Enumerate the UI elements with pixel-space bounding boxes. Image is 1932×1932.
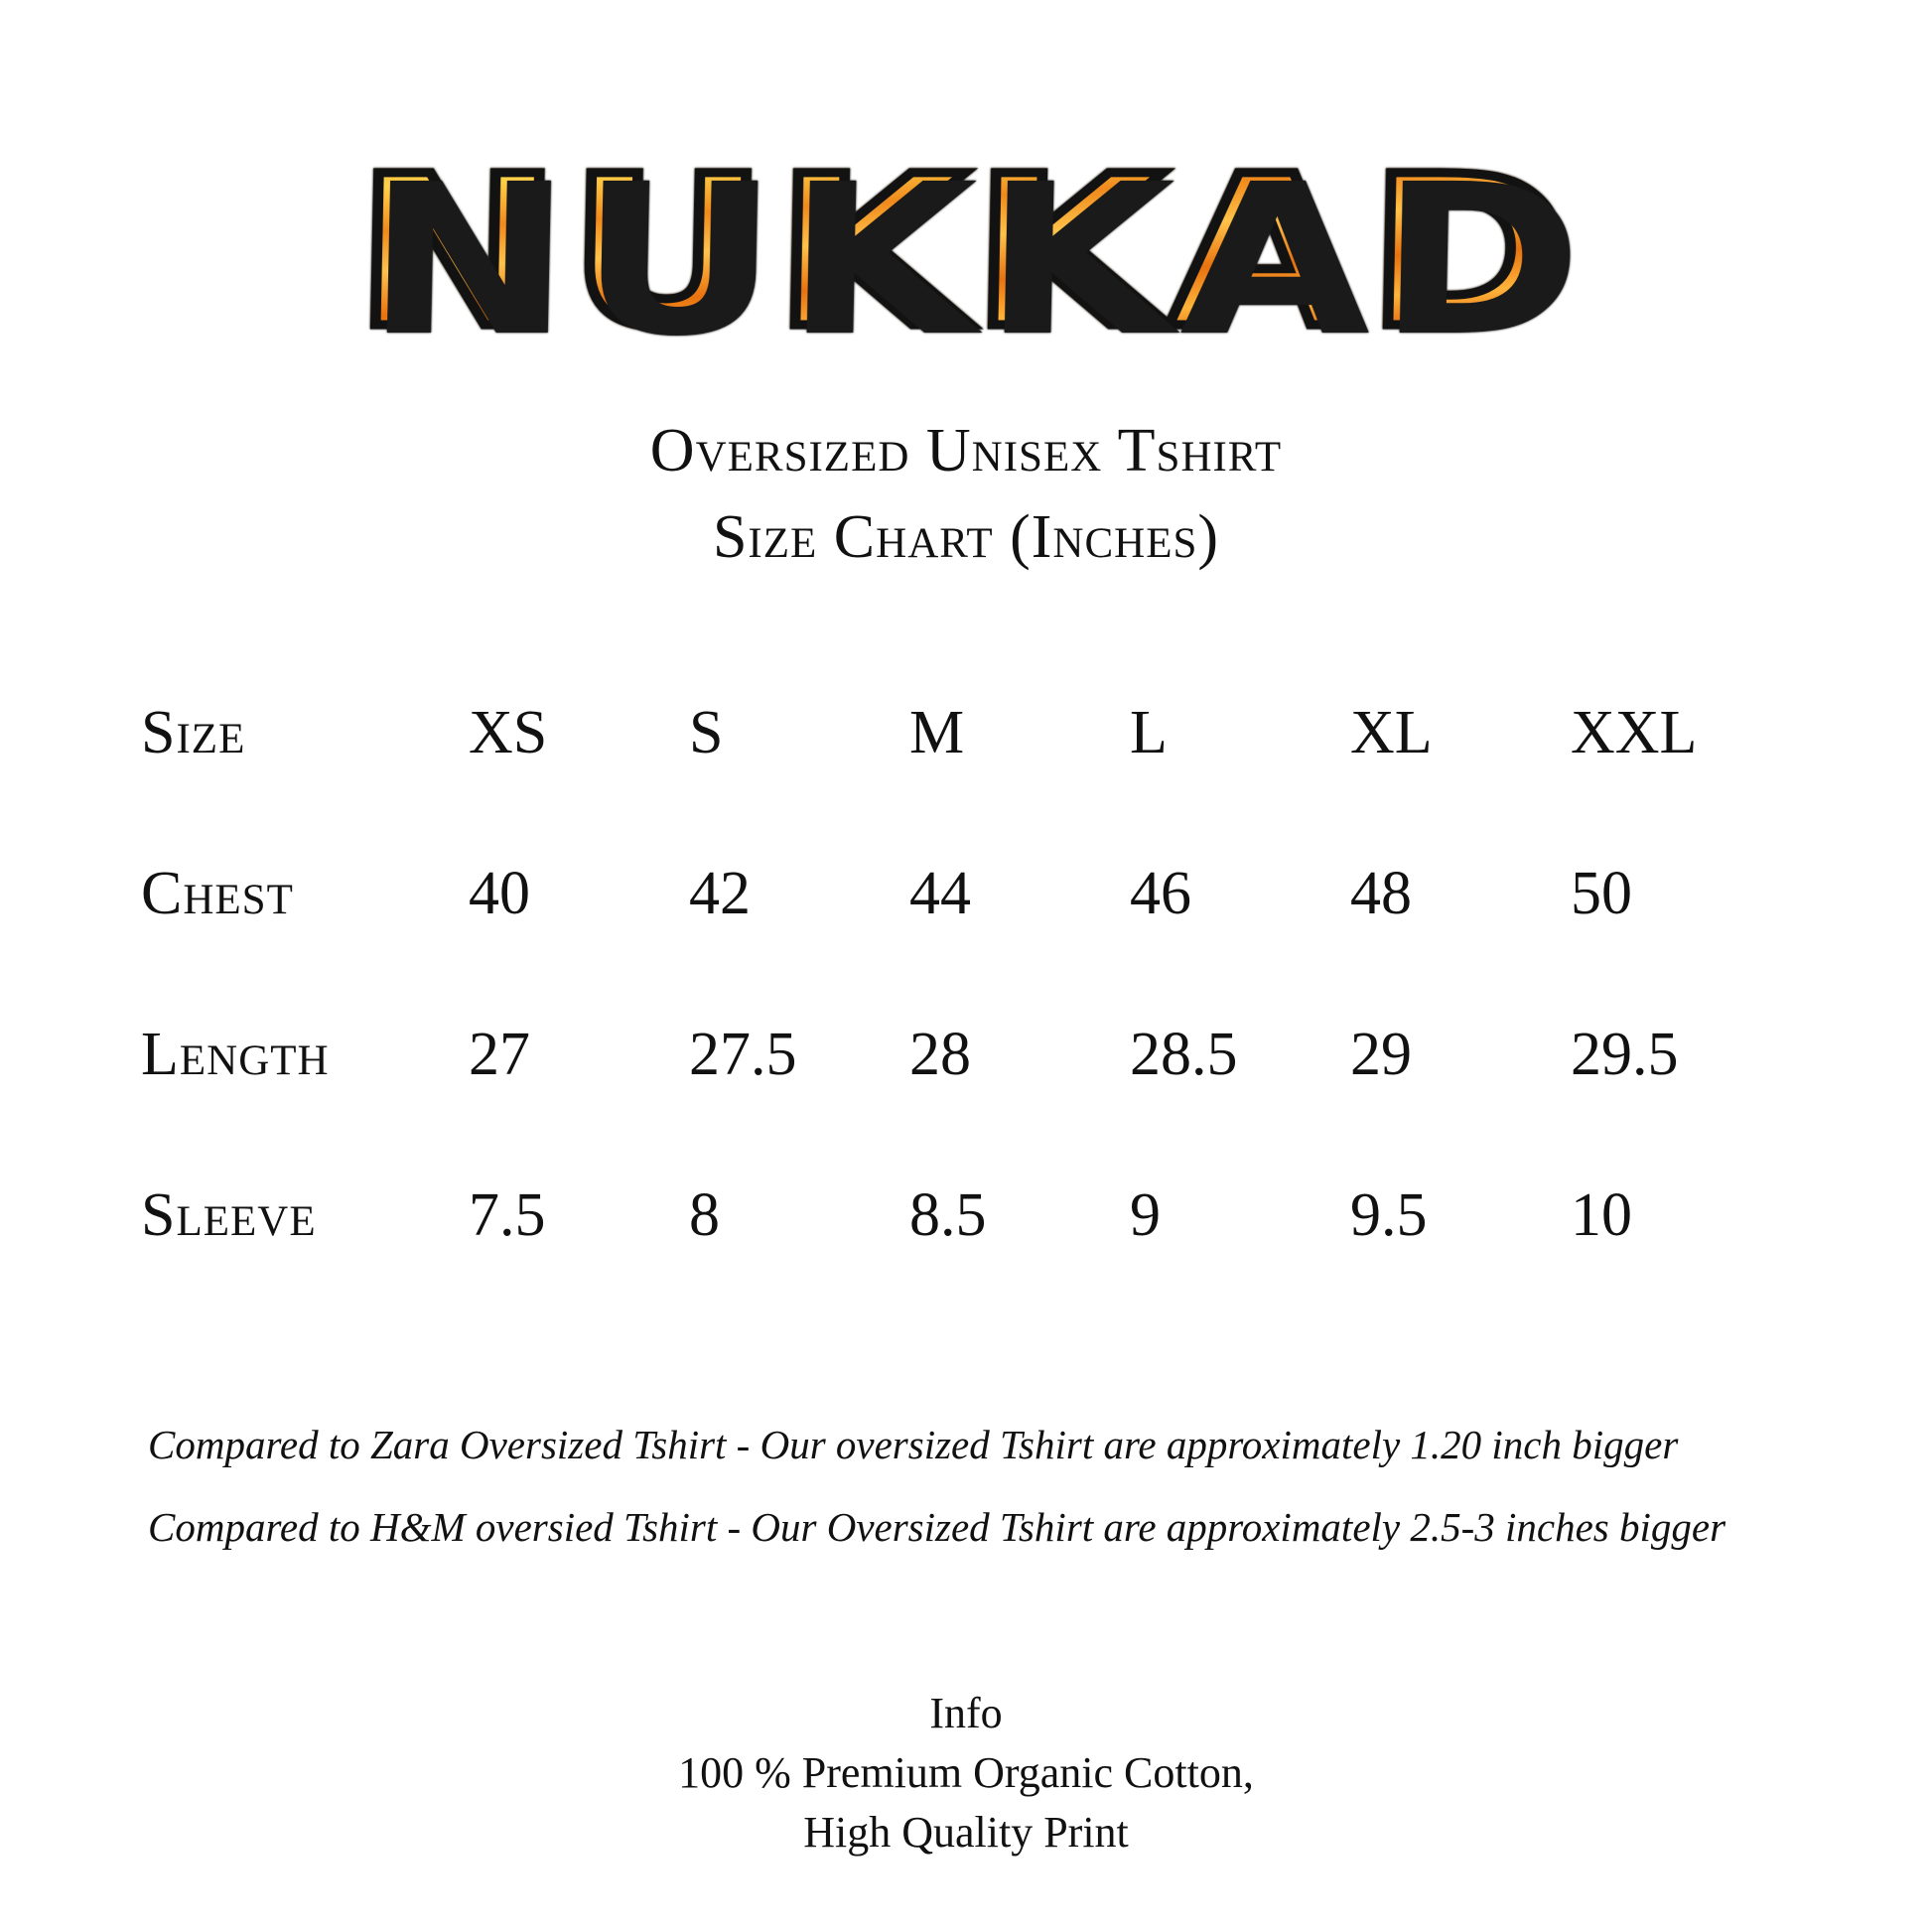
comparison-notes <box>142 1422 1790 1589</box>
length-xs: 27 <box>469 1020 530 1088</box>
chest-m: 44 <box>909 859 971 927</box>
chest-l: 46 <box>1130 859 1191 927</box>
sleeve-xs: 7.5 <box>469 1180 546 1249</box>
product-subtitle: Oversized Unisex Tshirt <box>649 417 1283 484</box>
length-s: 27.5 <box>689 1020 797 1088</box>
header-size-xxl: XXL <box>1571 698 1698 766</box>
info-material: 100 % Premium Organic Cotton, <box>678 1747 1254 1797</box>
chest-xl: 48 <box>1350 859 1412 927</box>
chest-xs: 40 <box>469 859 530 927</box>
info-heading: Info <box>929 1689 1003 1737</box>
row-label-sleeve: Sleeve <box>141 1180 317 1249</box>
header-size-l: L <box>1130 698 1168 766</box>
chart-title: Size Chart (Inches) <box>712 503 1220 571</box>
sleeve-s: 8 <box>689 1180 720 1249</box>
sleeve-xxl: 10 <box>1571 1180 1632 1249</box>
table-row <box>141 974 1791 1135</box>
info-print: High Quality Print <box>803 1807 1129 1857</box>
header-size-xs: XS <box>469 698 548 766</box>
sleeve-l: 9 <box>1130 1180 1161 1249</box>
length-xl: 29 <box>1350 1020 1412 1088</box>
note-hm: Compared to H&M oversied Tshirt - Our Oversized Tshirt are approximately 2.5-3 inches bigger <box>148 1504 1726 1550</box>
sleeve-xl: 9.5 <box>1350 1180 1428 1249</box>
length-xxl: 29.5 <box>1571 1020 1679 1088</box>
brand-logo <box>351 104 1581 402</box>
chest-xxl: 50 <box>1571 859 1632 927</box>
table-row <box>141 1135 1791 1296</box>
header-size-s: S <box>689 698 724 766</box>
size-chart-table <box>141 652 1791 1296</box>
header-size-xl: XL <box>1350 698 1433 766</box>
length-l: 28.5 <box>1130 1020 1238 1088</box>
note-zara: Compared to Zara Oversized Tshirt - Our oversized Tshirt are approximately 1.20 inch bigger <box>148 1422 1679 1467</box>
row-label-length: Length <box>141 1020 330 1088</box>
info-section <box>0 1684 1932 1862</box>
sleeve-m: 8.5 <box>909 1180 987 1249</box>
header-size-m: M <box>909 698 965 766</box>
brand-logo-text: NUKKAD <box>351 131 1581 374</box>
length-m: 28 <box>909 1020 971 1088</box>
row-label-chest: Chest <box>141 859 294 927</box>
table-header-row <box>141 652 1791 813</box>
table-row <box>141 813 1791 974</box>
chest-s: 42 <box>689 859 751 927</box>
header-size-label: Size <box>141 698 246 766</box>
